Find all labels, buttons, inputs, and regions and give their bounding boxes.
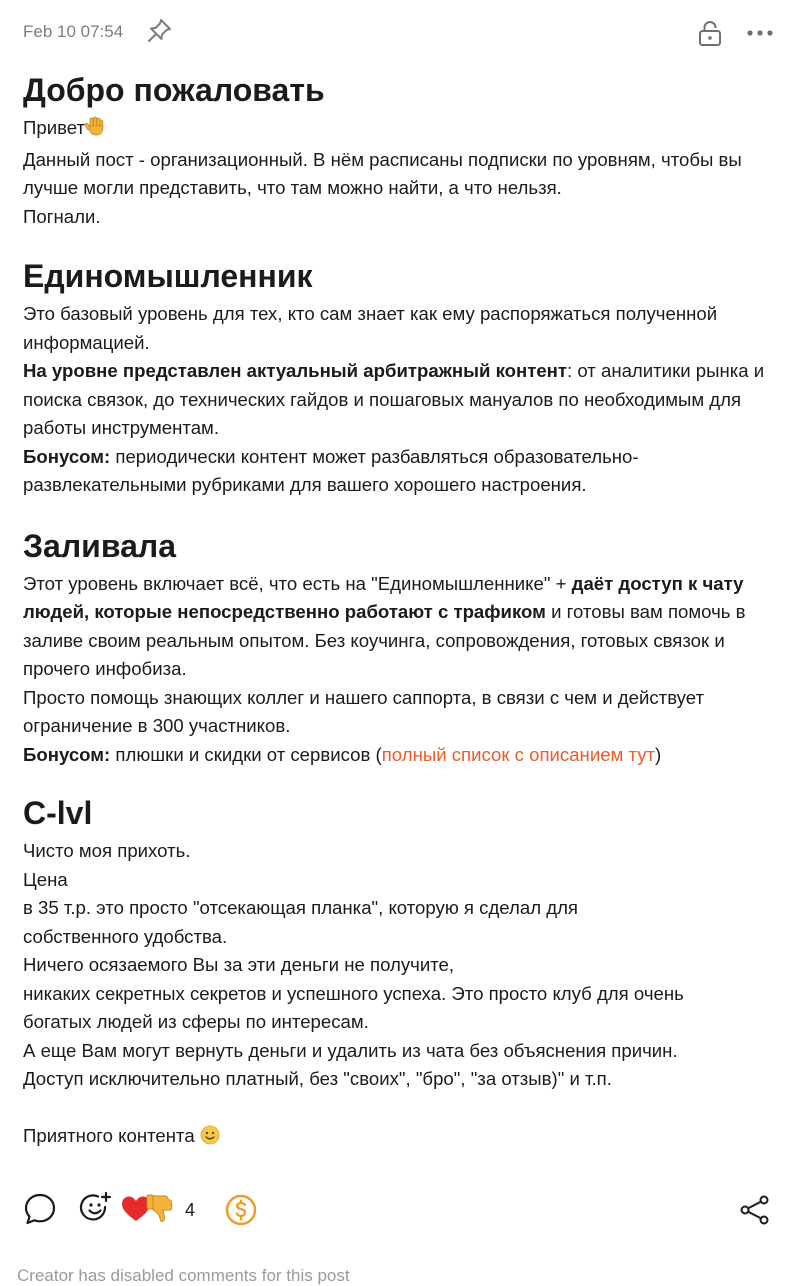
more-dots-icon[interactable] [745, 21, 775, 45]
comments-disabled-notice: Creator has disabled comments for this post [17, 1266, 350, 1285]
tier-1-bonus: Бонусом: периодически контент может разбавляться образовательно-развлекательными рубриками для вашего хорошего настроения. [23, 445, 639, 495]
tier-2-limit: Просто помощь знающих коллег и нашего саппорта, в связи с чем и действует ограничение в 300 участников. [23, 686, 704, 736]
tier-3-line-5: никаких секретных секретов и успешного успеха. Это просто клуб для очень богатых людей из сферы по интересам. [23, 982, 684, 1032]
heading-welcome: Добро пожаловать [23, 72, 325, 108]
share-icon[interactable] [739, 1194, 771, 1226]
waving-hand-icon [85, 115, 107, 146]
post-date: Feb 10 07:54 [23, 22, 124, 41]
reaction-count: 4 [185, 1200, 196, 1220]
thumbs-down-icon[interactable] [145, 1193, 175, 1225]
unlock-icon[interactable] [697, 19, 723, 47]
spacer [23, 1094, 775, 1123]
dollar-coin-icon[interactable] [224, 1193, 258, 1227]
heading-tier-1: Единомышленник [23, 258, 313, 294]
tier-3-line-6: А еще Вам могут вернуть деньги и удалить из чата без объяснения причин. [23, 1039, 678, 1061]
heading-tier-2: Заливала [23, 527, 177, 564]
tier-3-line-4: Ничего осязаемого Вы за эти деньги не получите, [23, 954, 455, 975]
tier-2-description: Этот уровень включает всё, что есть на "Единомышленнике" + даёт доступ к чату людей, которые непосредственно работают с трафиком и готовы вам помочь в заливе своим реальным опытом. Без коучинга, сопровождения, готовых связок и прочего инфобиза. [23, 572, 746, 679]
add-reaction-icon[interactable] [79, 1190, 115, 1226]
tier-3-line-2: Цена [23, 868, 68, 890]
services-list-link[interactable]: полный список с описанием тут [381, 743, 656, 765]
greeting-line: Привет [23, 114, 775, 146]
heading-tier-3: C-lvl [23, 795, 93, 831]
tier-1-description: Это базовый уровень для тех, кто сам знает как ему распоряжаться полученной информацией. [23, 303, 718, 353]
smiling-face-icon [200, 1125, 220, 1154]
comment-icon[interactable] [23, 1192, 57, 1226]
intro-text: Данный пост - организационный. В нём расписаны подписки по уровням, чтобы вы лучше могли представить, что там можно найти, а что нельзя. [23, 148, 742, 198]
tier-3-line-3: в 35 т.р. это просто "отсекающая планка", которую я сделал для собственного удобства. [23, 897, 579, 947]
post-body [23, 66, 775, 1154]
tier-1-content: На уровне представлен актуальный арбитражный контент: от аналитики рынка и поиска связок, до технических гайдов и пошаговых мануалов по необходимым для работы инструментам. [23, 360, 765, 438]
post-header [23, 14, 775, 50]
closing-line: Приятного контента [23, 1122, 775, 1154]
tier-2-bonus: Бонусом: плюшки и скидки от сервисов (полный список с описанием тут) [23, 743, 662, 765]
tier-3-line-7: Доступ исключительно платный, без "своих", "бро", "за отзыв)" и т.п. [23, 1068, 612, 1089]
go-text: Погнали. [23, 205, 101, 227]
pin-icon[interactable] [145, 17, 173, 45]
post-actions [23, 1192, 775, 1232]
tier-3-line-1: Чисто моя прихоть. [23, 840, 191, 861]
